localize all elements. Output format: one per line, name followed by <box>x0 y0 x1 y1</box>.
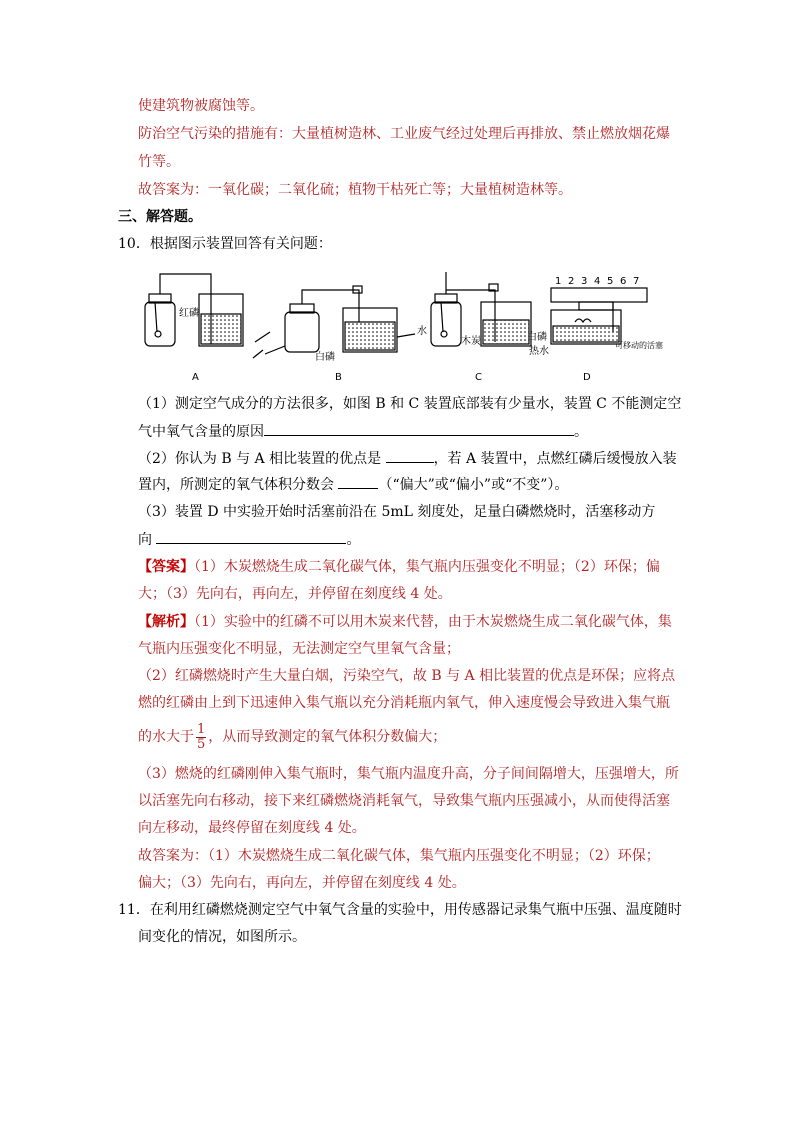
prev-text-line: 使建筑物被腐蚀等。 <box>138 98 264 114</box>
q10-part2-text-c: 置内，所测定的氧气体积分数会 <box>138 477 339 493</box>
tick-label: 2 <box>568 276 575 287</box>
tick-label: 3 <box>581 276 588 287</box>
fraction <box>196 723 206 752</box>
analysis-line: 以活塞先向右移动，接下来红磷燃烧消耗氧气，导致集气瓶内压强减小，从而使得活塞 <box>138 793 670 809</box>
figure-label-b: B <box>335 372 342 383</box>
tick-label: 6 <box>620 276 627 287</box>
q10-part3-end: 。 <box>346 532 361 548</box>
apparatus-d <box>551 288 647 344</box>
answer-text: （1）木炭燃烧生成二氧化碳气体，集气瓶内压强变化不明显；（2）环保；偏 <box>194 559 660 575</box>
label-hot-water: 热水 <box>529 346 549 357</box>
prev-text-line: 防治空气污染的措施有：大量植树造林、工业废气经过处理后再排放、禁止燃放烟花爆 <box>138 126 670 142</box>
fraction-numerator: 1 <box>197 721 206 737</box>
q10-part2-line <box>138 448 677 469</box>
apparatus-c <box>431 272 531 346</box>
analysis-line <box>138 720 446 754</box>
tick-label: 1 <box>555 276 562 287</box>
answer-blank[interactable] <box>264 421 574 436</box>
analysis-line: 燃的红磷由上到下迅速伸入集气瓶以充分消耗瓶内氧气，伸入速度慢会导致进入集气瓶 <box>138 695 670 711</box>
q10-part3-line <box>138 529 360 550</box>
answer-blank[interactable] <box>338 474 378 489</box>
label-white-p-d: 白磷 <box>527 332 547 343</box>
q10-part1-text: 气中氧气含量的原因 <box>138 424 264 440</box>
q10-part3-text: 向 <box>138 532 157 548</box>
answer-blank[interactable] <box>156 529 346 544</box>
question-11-stem: 11．在利用红磷燃烧测定空气中氧气含量的实验中，用传感器记录集气瓶中压强、温度随时 <box>118 902 682 918</box>
figure-label-c: C <box>475 372 482 383</box>
label-white-p: 白磷 <box>315 352 335 363</box>
answer-line <box>138 557 660 577</box>
analysis-line: 气瓶内压强变化不明显，无法测定空气里氧气含量； <box>138 641 460 657</box>
figure-label-a: A <box>192 372 199 383</box>
analysis-line <box>138 612 672 632</box>
q10-part2-line <box>138 474 568 495</box>
question-11-stem: 间变化的情况，如图所示。 <box>138 929 306 945</box>
label-movable-piston: 可移动的活塞 <box>615 341 663 350</box>
tick-label: 4 <box>594 276 601 287</box>
question-10-stem: 10．根据图示装置回答有关问题： <box>118 236 332 252</box>
analysis-line: （2）红磷燃烧时产生大量白烟，污染空气，故 B 与 A 相比装置的优点是环保；应将点 <box>138 668 676 684</box>
answer-tag: 【答案】 <box>138 559 194 575</box>
q10-part2-text-b: ，若 A 装置中，点燃红磷后缓慢放入装 <box>433 451 677 467</box>
q10-part2-text: （2）你认为 B 与 A 相比装置的优点是 <box>138 451 386 467</box>
prev-answer-line: 故答案为：一氧化碳；二氧化硫；植物干枯死亡等；大量植树造林等。 <box>138 182 572 198</box>
q10-part1-line <box>138 421 588 442</box>
q10-part1-line: （1）测定空气成分的方法很多，如图 B 和 C 装置底部装有少量水，装置 C 不能测定空 <box>138 396 682 412</box>
analysis-line: （3）燃烧的红磷刚伸入集气瓶时，集气瓶内温度升高，分子间间隔增大，压强增大，所 <box>138 766 679 782</box>
final-answer-line: 故答案为：（1）木炭燃烧生成二氧化碳气体，集气瓶内压强变化不明显；（2）环保； <box>138 848 660 864</box>
analysis-text: （1）实验中的红磷不可以用木炭来代替，由于木炭燃烧生成二氧化碳气体，集 <box>194 614 672 630</box>
prev-text-line: 竹等。 <box>138 154 180 170</box>
label-charcoal: 木炭 <box>461 336 481 347</box>
analysis-line: 向左移动，最终停留在刻度线 4 处。 <box>138 820 366 836</box>
analysis-text: ，从而导致测定的氧气体积分数偏大； <box>208 729 447 745</box>
apparatus-figure <box>135 262 663 384</box>
q10-part2-text-d: （“偏大”或“偏小”或“不变”）。 <box>378 477 569 493</box>
final-answer-line: 偏大；（3）先向右，再向左，并停留在刻度线 4 处。 <box>138 875 466 891</box>
q10-part3-line: （3）装置 D 中实验开始时活塞前沿在 5mL 刻度处，足量白磷燃烧时，活塞移动方 <box>138 504 656 520</box>
figure-label-d: D <box>583 372 591 383</box>
apparatus-b <box>253 286 415 358</box>
answer-blank[interactable] <box>386 448 434 463</box>
section-title: 三、解答题。 <box>118 209 202 225</box>
tick-label: 5 <box>607 276 614 287</box>
q10-part1-end: 。 <box>574 424 588 440</box>
label-red-p: 红磷 <box>179 308 199 319</box>
analysis-tag: 【解析】 <box>138 614 194 630</box>
fraction-denominator: 5 <box>197 736 206 752</box>
analysis-text: 的水大于 <box>138 729 194 745</box>
label-water: 水 <box>417 326 427 337</box>
tick-label: 7 <box>633 276 640 287</box>
answer-line: 大；（3）先向右，再向左，并停留在刻度线 4 处。 <box>138 586 452 602</box>
